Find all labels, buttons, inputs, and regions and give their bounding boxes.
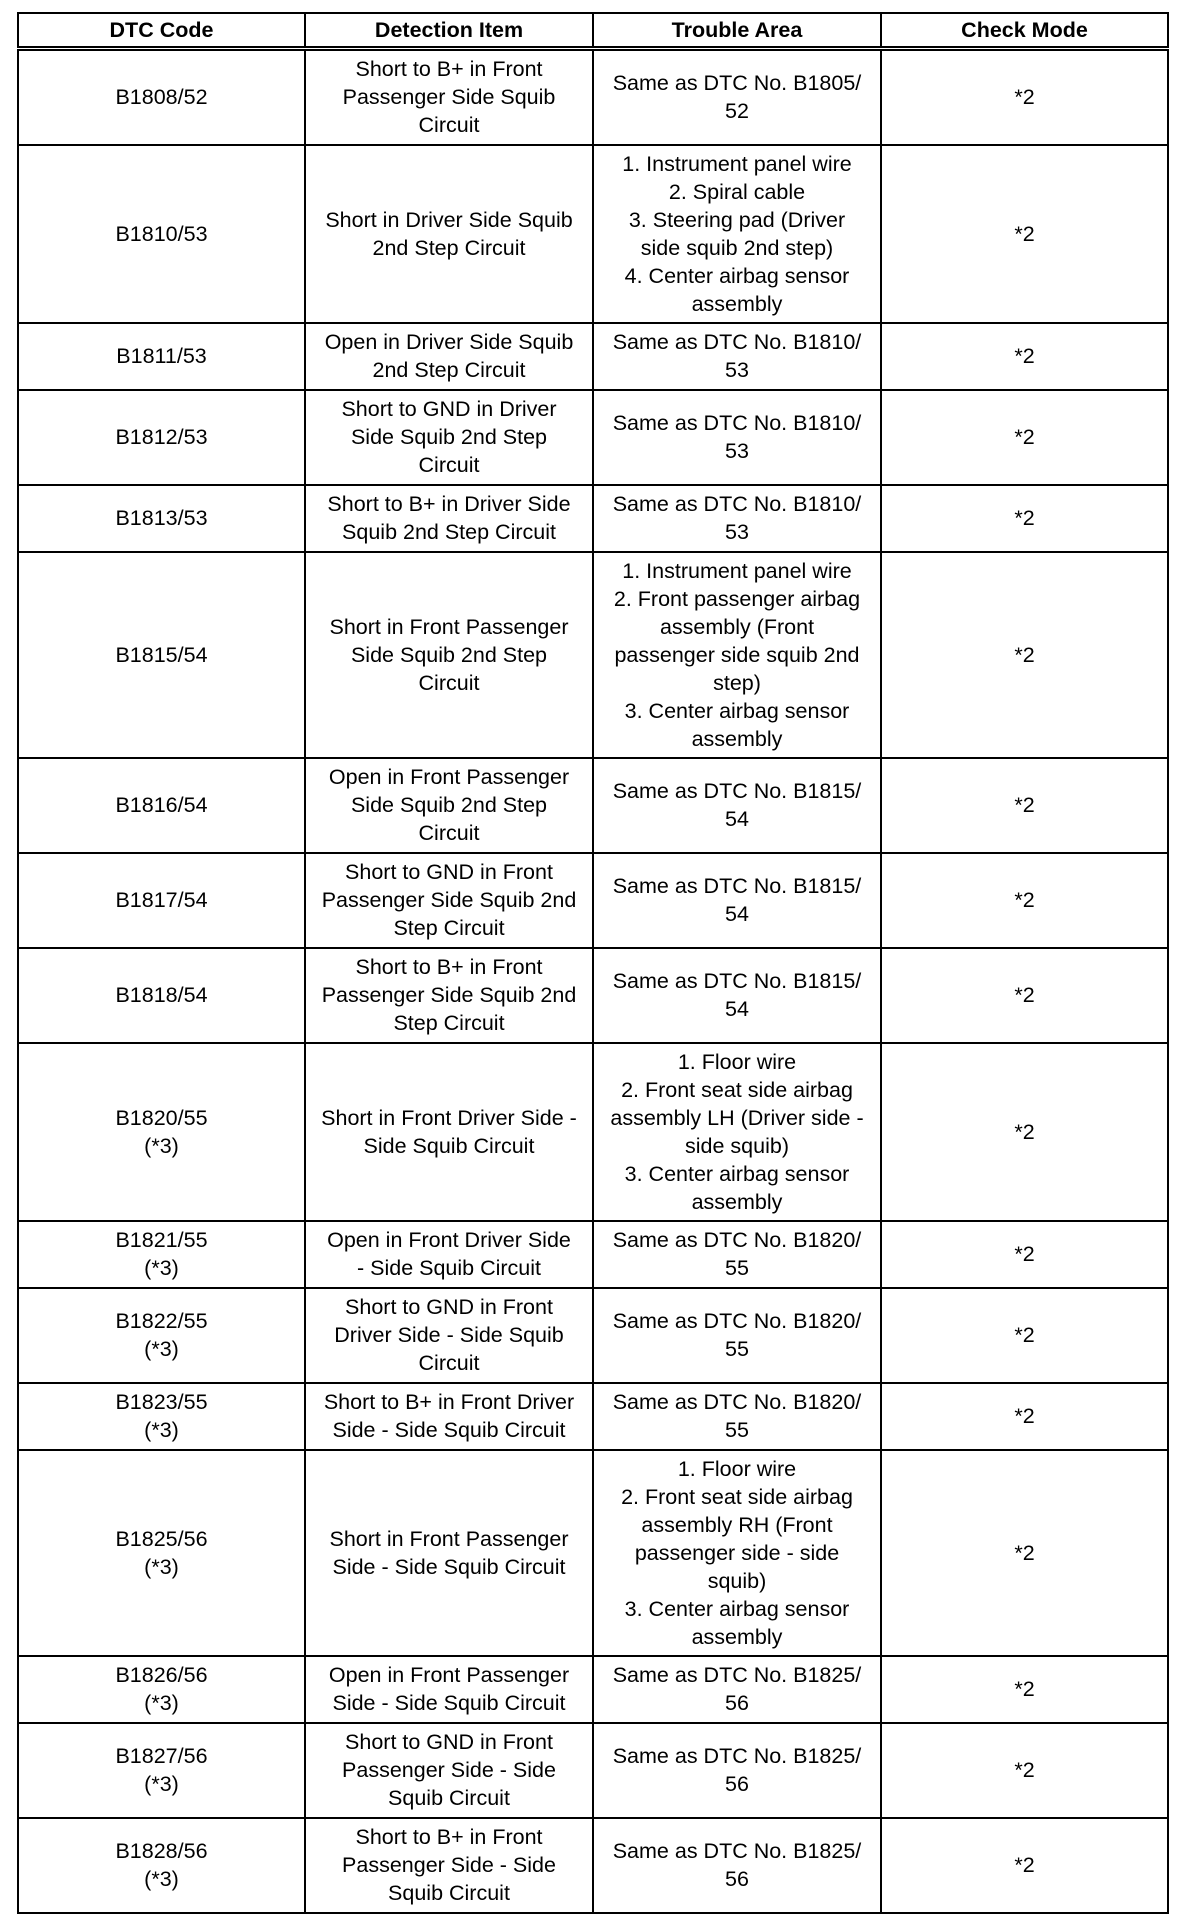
cell-dtc-code: B1815/54 <box>18 552 305 758</box>
table-row <box>18 1043 1168 1221</box>
table-row <box>18 49 1168 145</box>
cell-check-mode: *2 <box>881 758 1168 853</box>
table-row <box>18 485 1168 552</box>
cell-check-mode: *2 <box>881 1450 1168 1656</box>
cell-detection-item: Short to B+ in Driver Side Squib 2nd Step Circuit <box>305 485 593 552</box>
cell-detection-item: Short in Front Driver Side - Side Squib Circuit <box>305 1043 593 1221</box>
cell-dtc-code: B1813/53 <box>18 485 305 552</box>
table-row <box>18 1288 1168 1383</box>
cell-trouble-area: Same as DTC No. B1820/ 55 <box>593 1288 881 1383</box>
cell-dtc-code: B1825/56 (*3) <box>18 1450 305 1656</box>
cell-dtc-code: B1821/55 (*3) <box>18 1221 305 1288</box>
cell-detection-item: Short to B+ in Front Passenger Side - Side Squib Circuit <box>305 1818 593 1913</box>
table-row <box>18 1221 1168 1288</box>
cell-dtc-code: B1827/56 (*3) <box>18 1723 305 1818</box>
cell-trouble-area: Same as DTC No. B1815/ 54 <box>593 948 881 1043</box>
cell-dtc-code: B1818/54 <box>18 948 305 1043</box>
cell-detection-item: Short to B+ in Front Passenger Side Squib Circuit <box>305 49 593 145</box>
table-row <box>18 1723 1168 1818</box>
cell-detection-item: Short in Front Passenger Side - Side Squib Circuit <box>305 1450 593 1656</box>
cell-dtc-code: B1817/54 <box>18 853 305 948</box>
table-row <box>18 853 1168 948</box>
cell-trouble-area: Same as DTC No. B1815/ 54 <box>593 853 881 948</box>
cell-check-mode: *2 <box>881 1723 1168 1818</box>
table-row <box>18 758 1168 853</box>
cell-check-mode: *2 <box>881 323 1168 390</box>
cell-detection-item: Short to GND in Driver Side Squib 2nd Step Circuit <box>305 390 593 485</box>
cell-trouble-area: Same as DTC No. B1825/ 56 <box>593 1656 881 1723</box>
table-row <box>18 1383 1168 1450</box>
table-row <box>18 1450 1168 1656</box>
cell-trouble-area: Same as DTC No. B1815/ 54 <box>593 758 881 853</box>
cell-trouble-area: Same as DTC No. B1820/ 55 <box>593 1383 881 1450</box>
table-row <box>18 323 1168 390</box>
cell-dtc-code: B1826/56 (*3) <box>18 1656 305 1723</box>
table-row <box>18 390 1168 485</box>
table-row <box>18 1818 1168 1913</box>
table-header-row <box>18 13 1168 49</box>
header-check-mode: Check Mode <box>881 13 1168 49</box>
table-row <box>18 145 1168 323</box>
cell-check-mode: *2 <box>881 1288 1168 1383</box>
table-row <box>18 1656 1168 1723</box>
table-row <box>18 552 1168 758</box>
cell-check-mode: *2 <box>881 1818 1168 1913</box>
cell-check-mode: *2 <box>881 390 1168 485</box>
cell-check-mode: *2 <box>881 49 1168 145</box>
cell-check-mode: *2 <box>881 853 1168 948</box>
cell-trouble-area: Same as DTC No. B1820/ 55 <box>593 1221 881 1288</box>
cell-detection-item: Short to GND in Front Passenger Side Squib 2nd Step Circuit <box>305 853 593 948</box>
cell-trouble-area: 1. Floor wire 2. Front seat side airbag assembly RH (Front passenger side - side squib) 3. Center airbag sensor assembly <box>593 1450 881 1656</box>
header-trouble-area: Trouble Area <box>593 13 881 49</box>
cell-detection-item: Open in Driver Side Squib 2nd Step Circuit <box>305 323 593 390</box>
cell-trouble-area: Same as DTC No. B1825/ 56 <box>593 1723 881 1818</box>
dtc-table-container <box>17 12 1167 1914</box>
cell-check-mode: *2 <box>881 552 1168 758</box>
cell-dtc-code: B1820/55 (*3) <box>18 1043 305 1221</box>
cell-trouble-area: Same as DTC No. B1805/ 52 <box>593 49 881 145</box>
cell-dtc-code: B1828/56 (*3) <box>18 1818 305 1913</box>
cell-dtc-code: B1812/53 <box>18 390 305 485</box>
cell-dtc-code: B1808/52 <box>18 49 305 145</box>
cell-detection-item: Short to GND in Front Driver Side - Side Squib Circuit <box>305 1288 593 1383</box>
cell-trouble-area: 1. Instrument panel wire 2. Front passenger airbag assembly (Front passenger side squib 2nd step) 3. Center airbag sensor assembly <box>593 552 881 758</box>
cell-detection-item: Short to B+ in Front Passenger Side Squib 2nd Step Circuit <box>305 948 593 1043</box>
cell-check-mode: *2 <box>881 1383 1168 1450</box>
cell-check-mode: *2 <box>881 948 1168 1043</box>
cell-check-mode: *2 <box>881 1043 1168 1221</box>
cell-dtc-code: B1811/53 <box>18 323 305 390</box>
cell-trouble-area: 1. Instrument panel wire 2. Spiral cable 3. Steering pad (Driver side squib 2nd step) 4. Center airbag sensor assembly <box>593 145 881 323</box>
cell-trouble-area: Same as DTC No. B1825/ 56 <box>593 1818 881 1913</box>
cell-detection-item: Open in Front Driver Side - Side Squib Circuit <box>305 1221 593 1288</box>
cell-detection-item: Short to B+ in Front Driver Side - Side Squib Circuit <box>305 1383 593 1450</box>
cell-dtc-code: B1823/55 (*3) <box>18 1383 305 1450</box>
dtc-table <box>17 12 1169 1914</box>
cell-detection-item: Open in Front Passenger Side - Side Squib Circuit <box>305 1656 593 1723</box>
cell-check-mode: *2 <box>881 485 1168 552</box>
cell-check-mode: *2 <box>881 1656 1168 1723</box>
cell-check-mode: *2 <box>881 1221 1168 1288</box>
cell-dtc-code: B1810/53 <box>18 145 305 323</box>
cell-trouble-area: 1. Floor wire 2. Front seat side airbag assembly LH (Driver side - side squib) 3. Center airbag sensor assembly <box>593 1043 881 1221</box>
table-row <box>18 948 1168 1043</box>
header-detection-item: Detection Item <box>305 13 593 49</box>
cell-detection-item: Open in Front Passenger Side Squib 2nd Step Circuit <box>305 758 593 853</box>
cell-trouble-area: Same as DTC No. B1810/ 53 <box>593 390 881 485</box>
cell-detection-item: Short in Front Passenger Side Squib 2nd Step Circuit <box>305 552 593 758</box>
cell-dtc-code: B1816/54 <box>18 758 305 853</box>
cell-trouble-area: Same as DTC No. B1810/ 53 <box>593 323 881 390</box>
cell-trouble-area: Same as DTC No. B1810/ 53 <box>593 485 881 552</box>
cell-check-mode: *2 <box>881 145 1168 323</box>
cell-detection-item: Short to GND in Front Passenger Side - Side Squib Circuit <box>305 1723 593 1818</box>
cell-detection-item: Short in Driver Side Squib 2nd Step Circuit <box>305 145 593 323</box>
cell-dtc-code: B1822/55 (*3) <box>18 1288 305 1383</box>
header-dtc-code: DTC Code <box>18 13 305 49</box>
